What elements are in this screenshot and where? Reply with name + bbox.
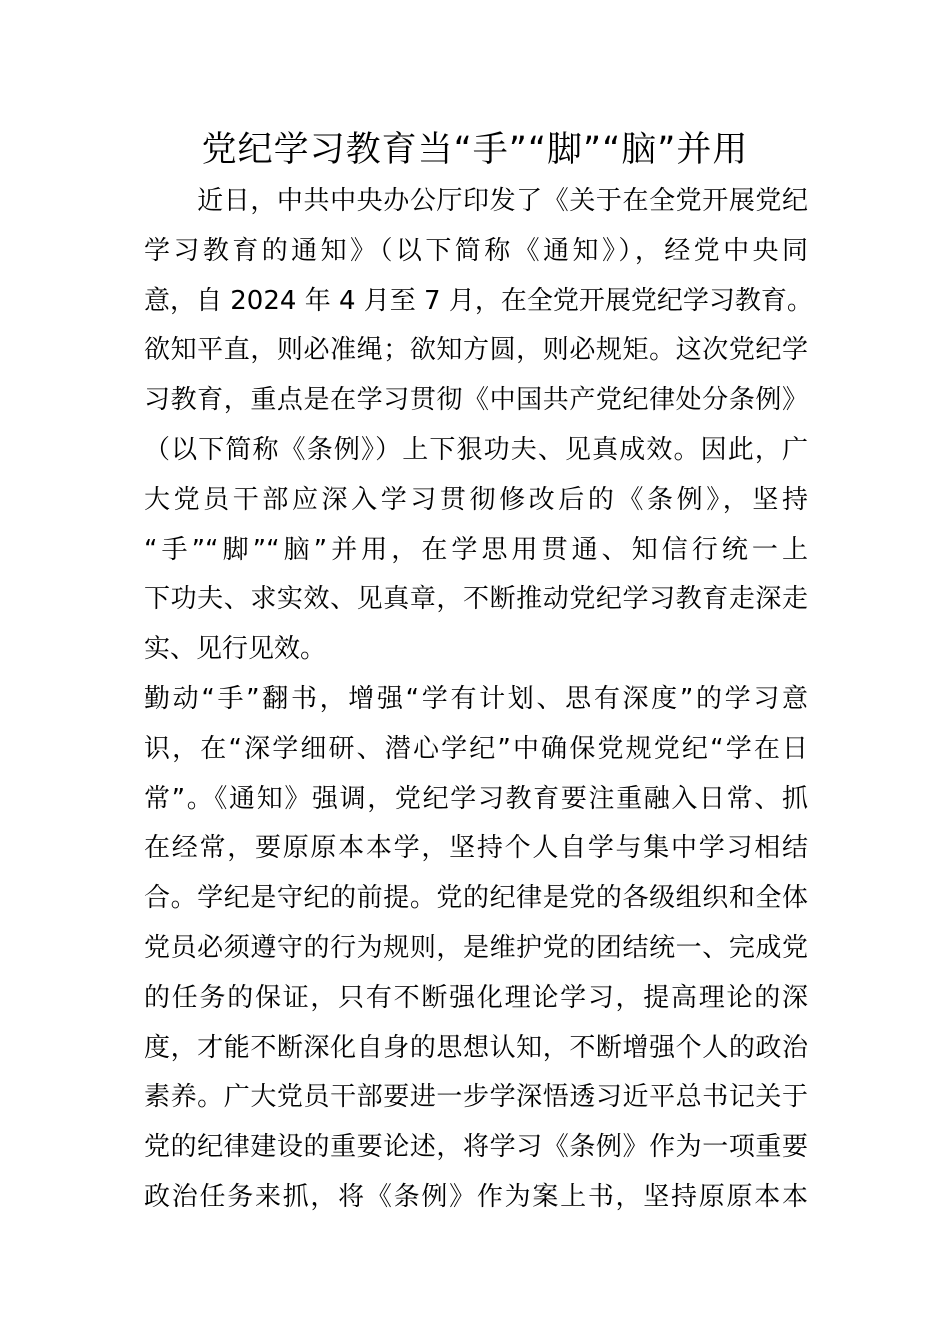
- text-line: 欲知平直，则必准绳；欲知方圆，则必规矩。这次党纪学: [144, 335, 808, 366]
- text-line: 党员必须遵守的行为规则，是维护党的团结统一、完成党: [144, 932, 808, 963]
- text-line: 近日，中共中央办公厅印发了《关于在全党开展党纪: [144, 186, 808, 216]
- paragraph-hand-section: [144, 675, 808, 1223]
- text-line: 勤动“手”翻书，增强“学有计划、思有深度”的学习意: [144, 684, 808, 714]
- text-line: （以下简称《条例》）上下狠功夫、见真成效。因此，广: [144, 434, 808, 465]
- text-line: 度，才能不断深化自身的思想认知，不断增强个人的政治: [144, 1032, 808, 1063]
- text-line: 党的纪律建设的重要论述，将学习《条例》作为一项重要: [144, 1132, 808, 1163]
- paragraph-intro: [144, 177, 813, 675]
- text-line: 识，在“深学细研、潜心学纪”中确保党规党纪“学在日: [144, 733, 808, 764]
- text-line: “手”“脚”“脑”并用，在学思用贯通、知信行统一上: [144, 534, 808, 565]
- text-line: 常”。《通知》强调，党纪学习教育要注重融入日常、抓: [144, 783, 808, 814]
- text-line: 下功夫、求实效、见真章，不断推动党纪学习教育走深走: [144, 584, 808, 615]
- text-line: 意，自 2024 年 4 月至 7 月，在全党开展党纪学习教育。: [144, 285, 813, 316]
- text-line: 的任务的保证，只有不断强化理论学习，提高理论的深: [144, 982, 808, 1013]
- document-title: 党纪学习教育当“手”“脚”“脑”并用: [201, 130, 749, 170]
- text-line: 政治任务来抓，将《条例》作为案上书，坚持原原本本: [144, 1181, 808, 1212]
- text-line: 实、见行见效。: [144, 634, 327, 665]
- text-line: 在经常，要原原本本学，坚持个人自学与集中学习相结: [144, 833, 808, 864]
- text-line: 合。学纪是守纪的前提。党的纪律是党的各级组织和全体: [144, 883, 808, 914]
- text-line: 素养。广大党员干部要进一步学深悟透习近平总书记关于: [144, 1082, 808, 1113]
- text-line: 习教育，重点是在学习贯彻《中国共产党纪律处分条例》: [144, 385, 808, 416]
- text-line: 学习教育的通知》（以下简称《通知》），经党中央同: [144, 235, 808, 266]
- text-line: 大党员干部应深入学习贯彻修改后的《条例》，坚持: [144, 484, 808, 515]
